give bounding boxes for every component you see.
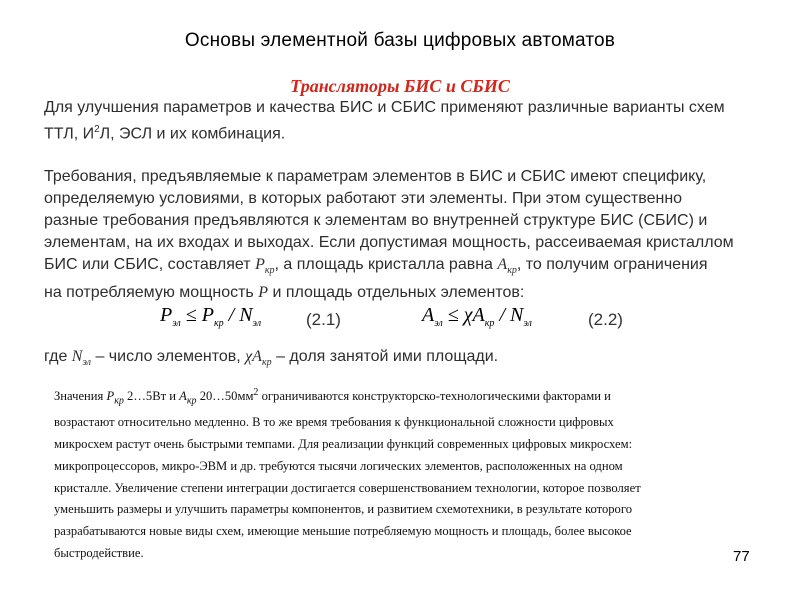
text-line: Значения $P_{кр}$ 2…5Вт и $A_{кр}$ $20\dots 50мм^2$ ограничиваются конструкторско-технологическими факторами и — [54, 387, 611, 407]
text-line: ТТЛ, $И^2Л$, ЭСЛ и их комбинация. — [44, 124, 286, 143]
requirements-paragraph — [44, 166, 760, 304]
text-line: микросхем растут очень быстрыми темпами. Для реализации функций современных цифровых микросхем: — [54, 437, 633, 452]
formula-number: (2.1) — [306, 310, 341, 329]
text-line: быстродействие. — [54, 545, 144, 560]
integration-paragraph — [54, 382, 764, 564]
text-line: кристалле. Увеличение степени интеграции достигается совершенствованием технологии, которое позволяет — [54, 480, 641, 495]
text-line: разные требования предъявляются к элементам во внутренней структуре БИС (СБИС) и — [44, 212, 708, 229]
formula-power-limit: $P_{эл} \le P_{кр} / N_{эл}$ — [160, 304, 262, 329]
text-line: Требования, предъявляемые к параметрам элементов в БИС и СБИС имеют специфику, — [44, 168, 707, 185]
section-subtitle: Трансляторы БИС и СБИС — [290, 76, 510, 96]
text-line: уменьшить размеры и улучшить параметры компонентов, и развитием схемотехники, в результате которого — [54, 502, 632, 517]
text-line: на потребляемую мощность P и площадь отдельных элементов: — [44, 284, 525, 302]
text-line: возрастают относительно медленно. В то же время требования к функциональной сложности цифровых — [54, 415, 614, 430]
page-number: 77 — [733, 548, 750, 565]
text-line: БИС или СБИС, составляет $P_{кр}$, а площадь кристалла равна $A_{кр}$, то получим ограничения — [44, 256, 708, 277]
intro-paragraph — [44, 97, 760, 145]
formula-area-limit: $A_{эл} \le \chi A_{кр} / N_{эл}$ — [422, 304, 532, 329]
slide-title: Основы элементной базы цифровых автоматов — [184, 30, 616, 51]
text-line: разрабатываются новые виды схем, имеющие меньшие потребляемую мощность и площадь, более высокое — [54, 523, 632, 538]
formula-number: (2.2) — [588, 310, 623, 329]
definitions-line: где $N_{эл}$ – число элементов, $\chi A_{кр}$ – доля занятой ими площади. — [44, 348, 499, 369]
text-line: определяемую условиями, в которых работают эти элементы. При этом существенно — [44, 190, 683, 207]
text-line: микропроцессоров, микро-ЭВМ и др. требуются тысячи логических элементов, расположенных на одном — [54, 458, 623, 473]
text-line: элементам, на их входах и выходах. Если допустимая мощность, рассеиваемая кристаллом — [44, 234, 734, 251]
text-line: Для улучшения параметров и качества БИС и СБИС применяют различные варианты схем — [44, 99, 725, 116]
